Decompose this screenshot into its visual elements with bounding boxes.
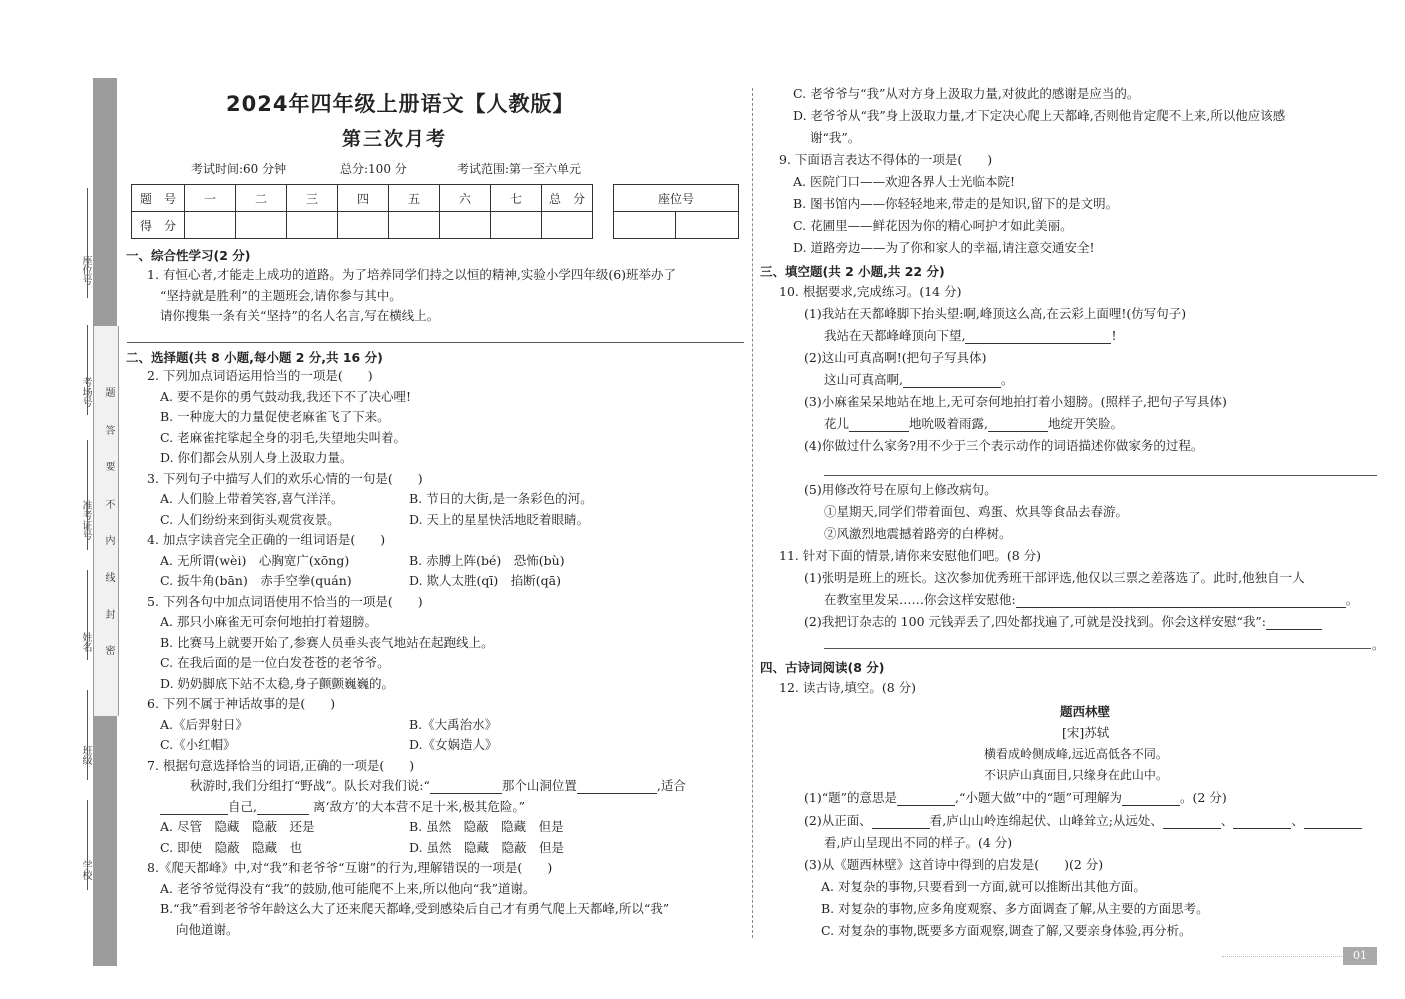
page-subtitle: 第三次月考 [342,128,448,150]
sidebar-exam-id-line [87,440,88,550]
q6-stem: 6. 下列不属于神话故事的是( ) [147,696,336,711]
q10-2-prefix: 这山可真高啊, [824,372,903,387]
poem-line-2: 不识庐山真面目,只缘身在此山中。 [984,768,1168,782]
q9-option-c: C. 花圃里——鲜花因为你的精心呵护才如此美丽。 [793,218,1073,233]
q7-option-b: B. 虽然 隐蔽 隐藏 但是 [409,819,564,834]
q12-1-blank-2[interactable] [1122,793,1180,806]
q7-passage-line2 [160,799,525,815]
q6-option-a: A.《后羿射日》 [160,717,249,732]
q12-3-option-c: C. 对复杂的事物,既要多方面观察,调查了解,又要亲身体验,再分析。 [821,923,1192,938]
q10-2-blank[interactable] [903,375,1001,388]
q4-option-c: C. 扳牛角(bān) 赤手空拳(quán) [160,573,352,588]
q3-option-c: C. 人们纷纷来到街头观赏夜景。 [160,512,340,527]
q10-1: (1)我站在天都峰脚下抬头望:啊,峰顶这么高,在云彩上面哩!(仿写句子) [804,306,1187,321]
q12-1-text: ,“小题大做”中的“题”可理解为 [955,790,1123,805]
q9-option-b: B. 图书馆内——你轻轻地来,带走的是知识,留下的是文明。 [793,196,1119,211]
q10-3-blank-2[interactable] [988,419,1048,432]
q10-3: (3)小麻雀呆呆地站在地上,无可奈何地拍打着小翅膀。(照样子,把句子写具体) [804,394,1227,409]
q7-text: 自己, [228,799,257,814]
section-1-heading: 一、综合性学习(2 分) [126,248,251,263]
q8-option-c: C. 老爷爷与“我”从对方身上汲取力量,对彼此的感谢是应当的。 [793,86,1140,101]
q11-1-blank[interactable] [1016,595,1346,608]
q2-option-a: A. 要不是你的勇气鼓动我,我还下不了决心哩! [160,389,411,404]
q12-2-text: 、 [1220,813,1234,828]
q7-blank-4[interactable] [257,802,309,815]
q7-blank-2[interactable] [577,781,657,794]
q2-stem: 2. 下列加点词语运用恰当的一项是( ) [147,368,373,383]
seat-cell[interactable] [614,212,676,239]
sidebar-name-line [87,570,88,660]
q5-option-a: A. 那只小麻雀无可奈何地拍打着翅膀。 [160,614,377,629]
score-header-cell: 一 [185,185,236,212]
sidebar-exam-room-label: 考场号 [80,377,91,407]
q12-3-option-a: A. 对复杂的事物,只要看到一方面,就可以推断出其他方面。 [821,879,1146,894]
q10-5-sentence-1: ①星期天,同学们带着面包、鸡蛋、炊具等食品去春游。 [824,504,1128,519]
exam-scope: 考试范围:第一至六单元 [457,162,582,176]
poem-title: 题西林壁 [1060,704,1111,719]
q10-3-text: 地绽开笑脸。 [1048,416,1124,431]
score-cell[interactable] [338,212,389,239]
q10-4-answer-line[interactable] [824,475,1377,476]
q7-text: 秋游时,我们分组打“野战”。队长对我们说:“ [190,778,430,793]
sidebar-school-line [87,800,88,890]
q10-1-suffix: ! [1111,328,1117,343]
section-2-heading: 二、选择题(共 8 小题,每小题 2 分,共 16 分) [126,350,383,365]
exam-time: 考试时间:60 分钟 [191,162,287,176]
page-title: 2024年四年级上册语文【人教版】 [226,92,575,116]
q12-stem: 12. 读古诗,填空。(8 分) [779,680,917,695]
q10-1-answer [824,328,1117,344]
score-header-cell: 七 [491,185,542,212]
q12-2-text: 看,庐山山岭连绵起伏、山峰耸立;从远处、 [929,813,1163,828]
q7-option-d: D. 虽然 隐藏 隐蔽 但是 [409,840,565,855]
q8-option-d-line1: D. 老爷爷从“我”身上汲取力量,才下定决心爬上天都峰,否则他肯定爬不上来,所以他应该感 [793,108,1286,123]
sidebar-exam-room-line [87,325,88,415]
page-divider [752,88,753,938]
q4-option-b: B. 赤膊上阵(bé) 恐怖(bù) [409,553,565,568]
score-cell[interactable] [389,212,440,239]
q5-option-d: D. 奶奶脚底下站不太稳,身子颤颤巍巍的。 [160,676,394,691]
poem-author: [宋]苏轼 [1062,725,1110,740]
q8-option-d-line2: 谢“我”。 [810,130,861,145]
seal-char: 不 [103,499,114,509]
score-header-cell: 三 [287,185,338,212]
q10-2-suffix: 。 [1000,372,1014,387]
q10-2: (2)这山可真高啊!(把句子写具体) [804,350,987,365]
q10-4: (4)你做过什么家务?用不少于三个表示动作的词语描述你做家务的过程。 [804,438,1204,453]
score-cell[interactable] [236,212,287,239]
q3-stem: 3. 下列句子中描写人们的欢乐心情的一句是( ) [147,471,423,486]
q3-option-b: B. 节日的大街,是一条彩色的河。 [409,491,593,506]
q8-stem: 8.《爬天都峰》中,对“我”和老爷爷“互谢”的行为,理解错误的一项是( ) [147,860,553,875]
seat-cell[interactable] [676,212,739,239]
q7-text: 离‘敌方’的大本营不足十米,极其危险。” [312,799,526,814]
q7-text: ,适合 [656,778,686,793]
q8-option-a: A. 老爷爷觉得没有“我”的鼓励,他可能爬不上来,所以他向“我”道谢。 [160,881,536,896]
seal-char: 密 [103,645,114,655]
q6-option-c: C.《小红帽》 [160,737,236,752]
section-3-heading: 三、填空题(共 2 小题,共 22 分) [760,264,945,279]
q8-option-b-line2: 向他道谢。 [176,922,239,937]
score-cell[interactable] [185,212,236,239]
seal-char: 封 [103,609,114,619]
score-row-label: 得 分 [132,212,185,239]
q7-option-a: A. 尽管 隐藏 隐蔽 还是 [160,819,315,834]
score-cell[interactable] [542,212,593,239]
score-cell[interactable] [287,212,338,239]
sidebar-school-label: 学校 [80,860,91,880]
exam-total: 总分:100 分 [340,162,407,176]
q3-option-a: A. 人们脸上带着笑容,喜气洋洋。 [160,491,344,506]
q3-option-d: D. 天上的星星快活地眨着眼睛。 [409,512,590,527]
q2-option-b: B. 一种庞大的力量促使老麻雀飞了下来。 [160,409,390,424]
sidebar-seat-label: 座位号 [80,255,91,285]
score-header-cell: 四 [338,185,389,212]
q12-2-blank-2[interactable] [1163,816,1221,829]
q12-2-text: 、 [1291,813,1304,828]
q12-1-text: 。(2 分) [1180,790,1227,805]
q7-text: 那个山洞位置 [501,778,577,793]
sidebar-name-label: 姓名 [80,632,91,652]
sidebar-seat-line [87,188,88,298]
q12-2-blank-1[interactable] [872,816,930,829]
q10-5: (5)用修改符号在原句上修改病句。 [804,482,997,497]
q9-option-a: A. 医院门口——欢迎各界人士光临本院! [793,174,1015,189]
score-header-cell: 五 [389,185,440,212]
q7-blank-1[interactable] [430,781,502,794]
q12-2-line2: 看,庐山呈现出不同的样子。(4 分) [824,835,1013,850]
q1-line2: “坚持就是胜利”的主题班会,请你参与其中。 [160,288,402,303]
q10-5-sentence-2: ②风激烈地震撼着路旁的白桦树。 [824,526,1012,541]
q5-option-b: B. 比赛马上就要开始了,参赛人员垂头丧气地站在起跑线上。 [160,635,494,650]
q12-2-text: (2)从正面、 [804,813,872,828]
q10-3-text: 地吮吸着雨露, [909,416,988,431]
seat-table [613,184,739,239]
sidebar-exam-id-label: 准考证号 [80,500,91,540]
seal-line-band [93,326,119,716]
q10-3-answer [824,416,1123,432]
q10-1-prefix: 我站在天都峰峰顶向下望, [824,328,966,343]
q11-stem: 11. 针对下面的情景,请你来安慰他们吧。(8 分) [779,548,1042,563]
q4-option-a: A. 无所谓(wèi) 心胸宽广(xōng) [160,553,350,568]
q9-option-d: D. 道路旁边——为了你和家人的幸福,请注意交通安全! [793,240,1095,255]
q4-stem: 4. 加点字读音完全正确的一组词语是( ) [147,532,386,547]
q11-1-line1: (1)张明是班上的班长。这次参加优秀班干部评选,他仅以三票之差落选了。此时,他独自一人 [804,570,1305,585]
score-header-cell: 二 [236,185,287,212]
q7-option-c: C. 即使 隐蔽 隐藏 也 [160,840,303,855]
footer-rule [1222,956,1342,957]
score-header-cell: 总 分 [542,185,593,212]
seat-header: 座位号 [614,185,739,212]
q12-1 [804,790,1227,806]
q10-1-blank[interactable] [965,331,1111,344]
q11-1-text: 在教室里发呆……你会这样安慰他: [824,592,1016,607]
q7-blank-3[interactable] [160,802,228,815]
q11-2-text: (2)我把订杂志的 100 元钱弄丢了,四处都找遍了,可就是没找到。你会这样安慰“我”: [804,614,1266,629]
sidebar-class-label: 班级 [80,745,91,765]
score-header-cell: 题 号 [132,185,185,212]
q10-stem: 10. 根据要求,完成练习。(14 分) [779,284,962,299]
q4-option-d: D. 欺人太胜(qī) 掐断(qā) [409,573,561,588]
q11-1-line2: 在教室里发呆……你会这样安慰他: 。 [824,592,1359,607]
poem-line-1: 横看成岭侧成峰,远近高低各不同。 [984,747,1168,761]
q8-option-b-line1: B.“我”看到老爷爷年龄这么大了还来爬天都峰,受到感染后自己才有勇气爬上天都峰,所以“我” [160,901,670,916]
q12-2-blank-4[interactable] [1304,816,1362,829]
seal-char: 答 [103,425,114,435]
q1-line3: 请你搜集一条有关“坚持”的名人名言,写在横线上。 [160,308,440,323]
q12-3-stem: (3)从《题西林壁》这首诗中得到的启发是( )(2 分) [804,857,1104,872]
seal-char: 要 [103,461,114,471]
score-header-cell: 六 [440,185,491,212]
q12-3-option-b: B. 对复杂的事物,应多角度观察、多方面调查了解,从主要的方面思考。 [821,901,1209,916]
q12-1-text: (1)“题”的意思是 [804,790,897,805]
q7-stem: 7. 根据句意选择恰当的词语,正确的一项是( ) [147,758,415,773]
q11-2-period: 。 [1372,637,1385,652]
q5-stem: 5. 下列各句中加点词语使用不恰当的一项是( ) [147,594,423,609]
q12-2-blank-3[interactable] [1233,816,1291,829]
score-cell[interactable] [491,212,542,239]
q10-3-text: 花儿 [824,416,850,431]
q10-3-blank-1[interactable] [849,419,909,432]
page-number: 01 [1343,947,1377,965]
q12-2-line1 [804,813,1362,829]
seal-char: 题 [103,387,114,397]
score-table [131,184,593,239]
q2-option-d: D. 你们都会从别人身上汲取力量。 [160,450,353,465]
section-4-heading: 四、古诗词阅读(8 分) [760,660,885,675]
q7-passage-line1 [190,778,686,794]
seal-char: 内 [103,535,114,545]
q5-option-c: C. 在我后面的是一位白发苍苍的老爷爷。 [160,655,390,670]
q10-2-answer [824,372,1014,388]
q11-2-blank[interactable] [1266,617,1322,630]
q9-stem: 9. 下面语言表达不得体的一项是( ) [779,152,993,167]
q2-option-c: C. 老麻雀挓挲起全身的羽毛,失望地尖叫着。 [160,430,407,445]
q1-answer-line[interactable] [127,342,744,343]
q6-option-b: B.《大禹治水》 [409,717,498,732]
q1-line1: 1. 有恒心者,才能走上成功的道路。为了培养同学们持之以恒的精神,实验小学四年级(6)班举办了 [147,267,677,282]
q11-2-line1 [804,614,1322,630]
q11-2-answer-line[interactable] [824,648,1371,649]
score-cell[interactable] [440,212,491,239]
q6-option-d: D.《女娲造人》 [409,737,498,752]
seal-char: 线 [103,572,114,582]
q12-1-blank-1[interactable] [897,793,955,806]
sidebar-class-line [87,690,88,780]
